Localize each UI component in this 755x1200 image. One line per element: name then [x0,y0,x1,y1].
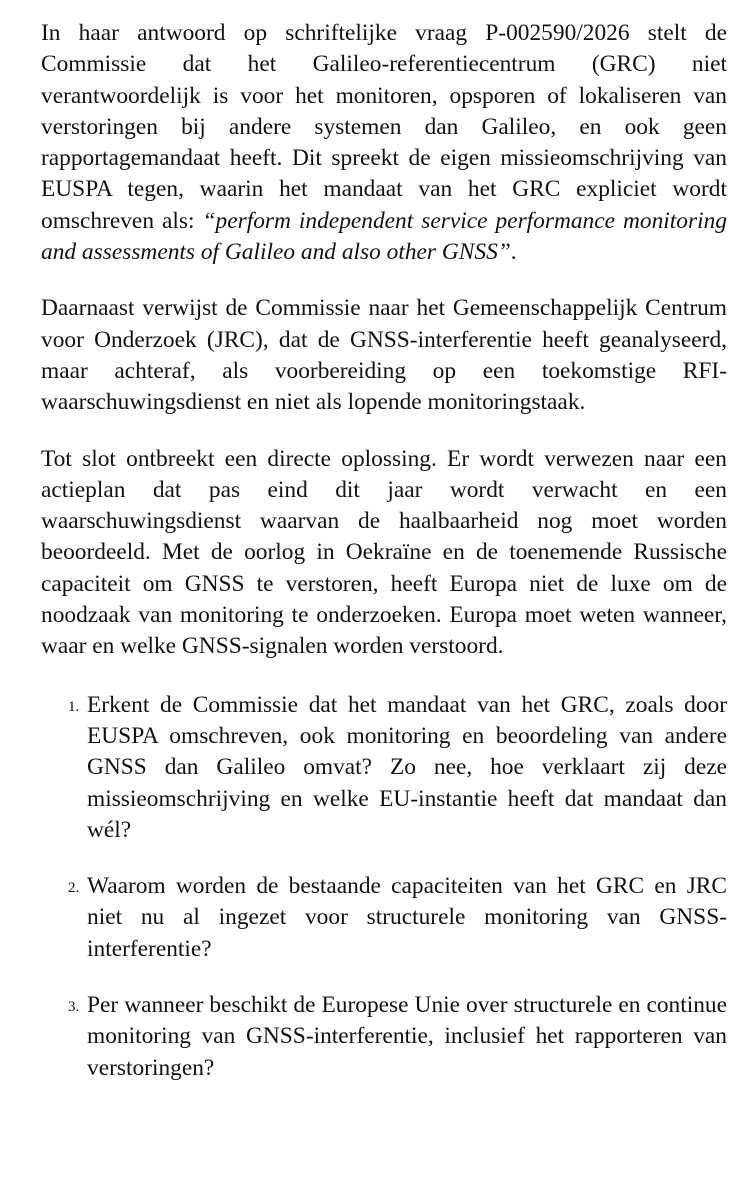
paragraph-conclusion: Tot slot ontbreekt een directe oplossing. Er wordt verwezen naar een actieplan dat pas eind dit jaar wordt verwacht en een waarschuwingsdienst waarvan de haalbaarheid nog moet worden beoordeeld. Met de oorlog in Oekraïne en de toenemende Russische capaciteit om GNSS te verstoren, heeft Europa niet de luxe om de noodzaak van monitoring te onderzoeken. Europa moet weten wanneer, waar en welke GNSS-signalen worden verstoord. [41,445,727,660]
euspa-mission-quote: “perform independent service performance monitoring and assessments of Galileo and also other GNSS” [41,207,727,266]
question-text: Per wanneer beschikt de Europese Unie over structurele en continue monitoring van GNSS-interferentie, inclusief het rapporteren van verstoringen? [87,992,727,1081]
paragraph-text: In haar antwoord op schriftelijke vraag P-002590/2026 stelt de Commissie dat het Galileo-referentiecentrum (GRC) niet verantwoordelijk is voor het monitoren, opsporen of lokaliseren van verstoringen bij andere systemen dan Galileo, en ook geen rapportagemandaat heeft. Dit spreekt de eigen missieomschrijving van EUSPA tegen, waarin het mandaat van het GRC expliciet wordt omschreven als: [41,20,727,234]
question-item [68,690,727,846]
question-number: 2. [68,880,80,897]
question-item [68,990,727,1084]
paragraph-jrc-reference: Daarnaast verwijst de Commissie naar het Gemeenschappelijk Centrum voor Onderzoek (JRC), dat de GNSS-interferentie heeft geanalyseerd, maar achteraf, als voorbereiding op een toekomstige RFI-waarschuwingsdienst en niet als lopende monitoringstaak. [41,295,727,416]
question-text: Waarom worden de bestaande capaciteiten van het GRC en JRC niet nu al ingezet voor structurele monitoring van GNSS-interferentie? [87,873,727,962]
paragraph-punctuation: . [510,239,517,266]
question-number: 3. [68,999,80,1016]
question-number: 1. [68,698,80,715]
question-list [41,690,727,1084]
question-text: Erkent de Commissie dat het mandaat van het GRC, zoals door EUSPA omschreven, ook monitoring en beoordeling van andere GNSS dan Galileo omvat? Zo nee, hoe verklaart zij deze missieomschrijving en welke EU-instantie heeft dat mandaat dan wél? [87,691,727,843]
question-item [68,871,727,965]
paragraph-commission-answer [41,18,727,268]
